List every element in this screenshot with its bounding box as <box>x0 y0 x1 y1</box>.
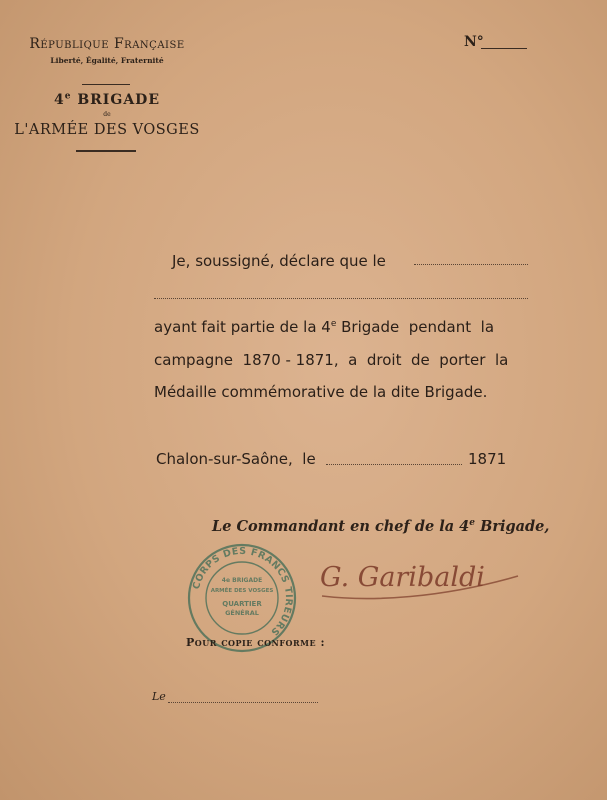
signature <box>312 552 522 610</box>
stamp-line-3: QUARTIER <box>222 600 262 608</box>
service-line-sup: e <box>330 319 337 329</box>
campaign-line: campagne 1870 - 1871, a droit de porter la <box>154 351 509 369</box>
commander-title <box>212 518 549 535</box>
commander-title-a: Le Commandant en chef de la 4 <box>212 518 470 535</box>
name-field-line-2 <box>154 298 528 299</box>
brigade-word: BRIGADE <box>71 92 160 108</box>
armee-heading: L'ARMÉE DES VOSGES <box>14 122 200 138</box>
commander-title-b: Brigade, <box>475 518 550 535</box>
date-field-line <box>326 464 462 465</box>
medal-line: Médaille commémorative de la dite Brigade. <box>154 383 488 401</box>
brigade-de: de <box>103 111 111 118</box>
header-divider-bottom <box>76 150 136 152</box>
stamp-line-1: 4e BRIGADE <box>221 577 263 584</box>
copy-conforme-label: Pour copie conforme : <box>186 636 326 649</box>
copy-date-label: Le <box>152 690 166 703</box>
stamp-line-4: GÉNÉRAL <box>225 609 259 617</box>
brigade-number: 4 <box>53 92 65 108</box>
motto: Liberté, Égalité, Fraternité <box>50 56 164 65</box>
number-field-line <box>481 48 527 49</box>
number-label: N° <box>464 34 484 50</box>
brigade-sup: e <box>64 91 72 102</box>
header-divider-top <box>82 84 130 85</box>
service-line-a: ayant fait partie de la 4 <box>154 318 331 336</box>
republic-heading: République Française <box>29 36 185 52</box>
copy-date-line <box>168 702 318 703</box>
signature-text: G. Garibaldi <box>320 562 485 593</box>
year: 1871 <box>468 450 507 468</box>
stamp-outer-text: CORPS DES FRANCS TIREURS <box>190 545 295 638</box>
declaration-line: Je, soussigné, déclare que le <box>172 252 386 270</box>
commander-title-sup: e <box>469 518 476 529</box>
service-line-b: Brigade pendant la <box>336 318 495 336</box>
name-field-line-1 <box>414 264 528 265</box>
stamp-line-2: ARMÉE DES VOSGES <box>210 588 274 594</box>
brigade-heading <box>12 92 202 108</box>
place-date-label: Chalon-sur-Saône, le <box>156 450 316 468</box>
service-line <box>154 318 494 336</box>
